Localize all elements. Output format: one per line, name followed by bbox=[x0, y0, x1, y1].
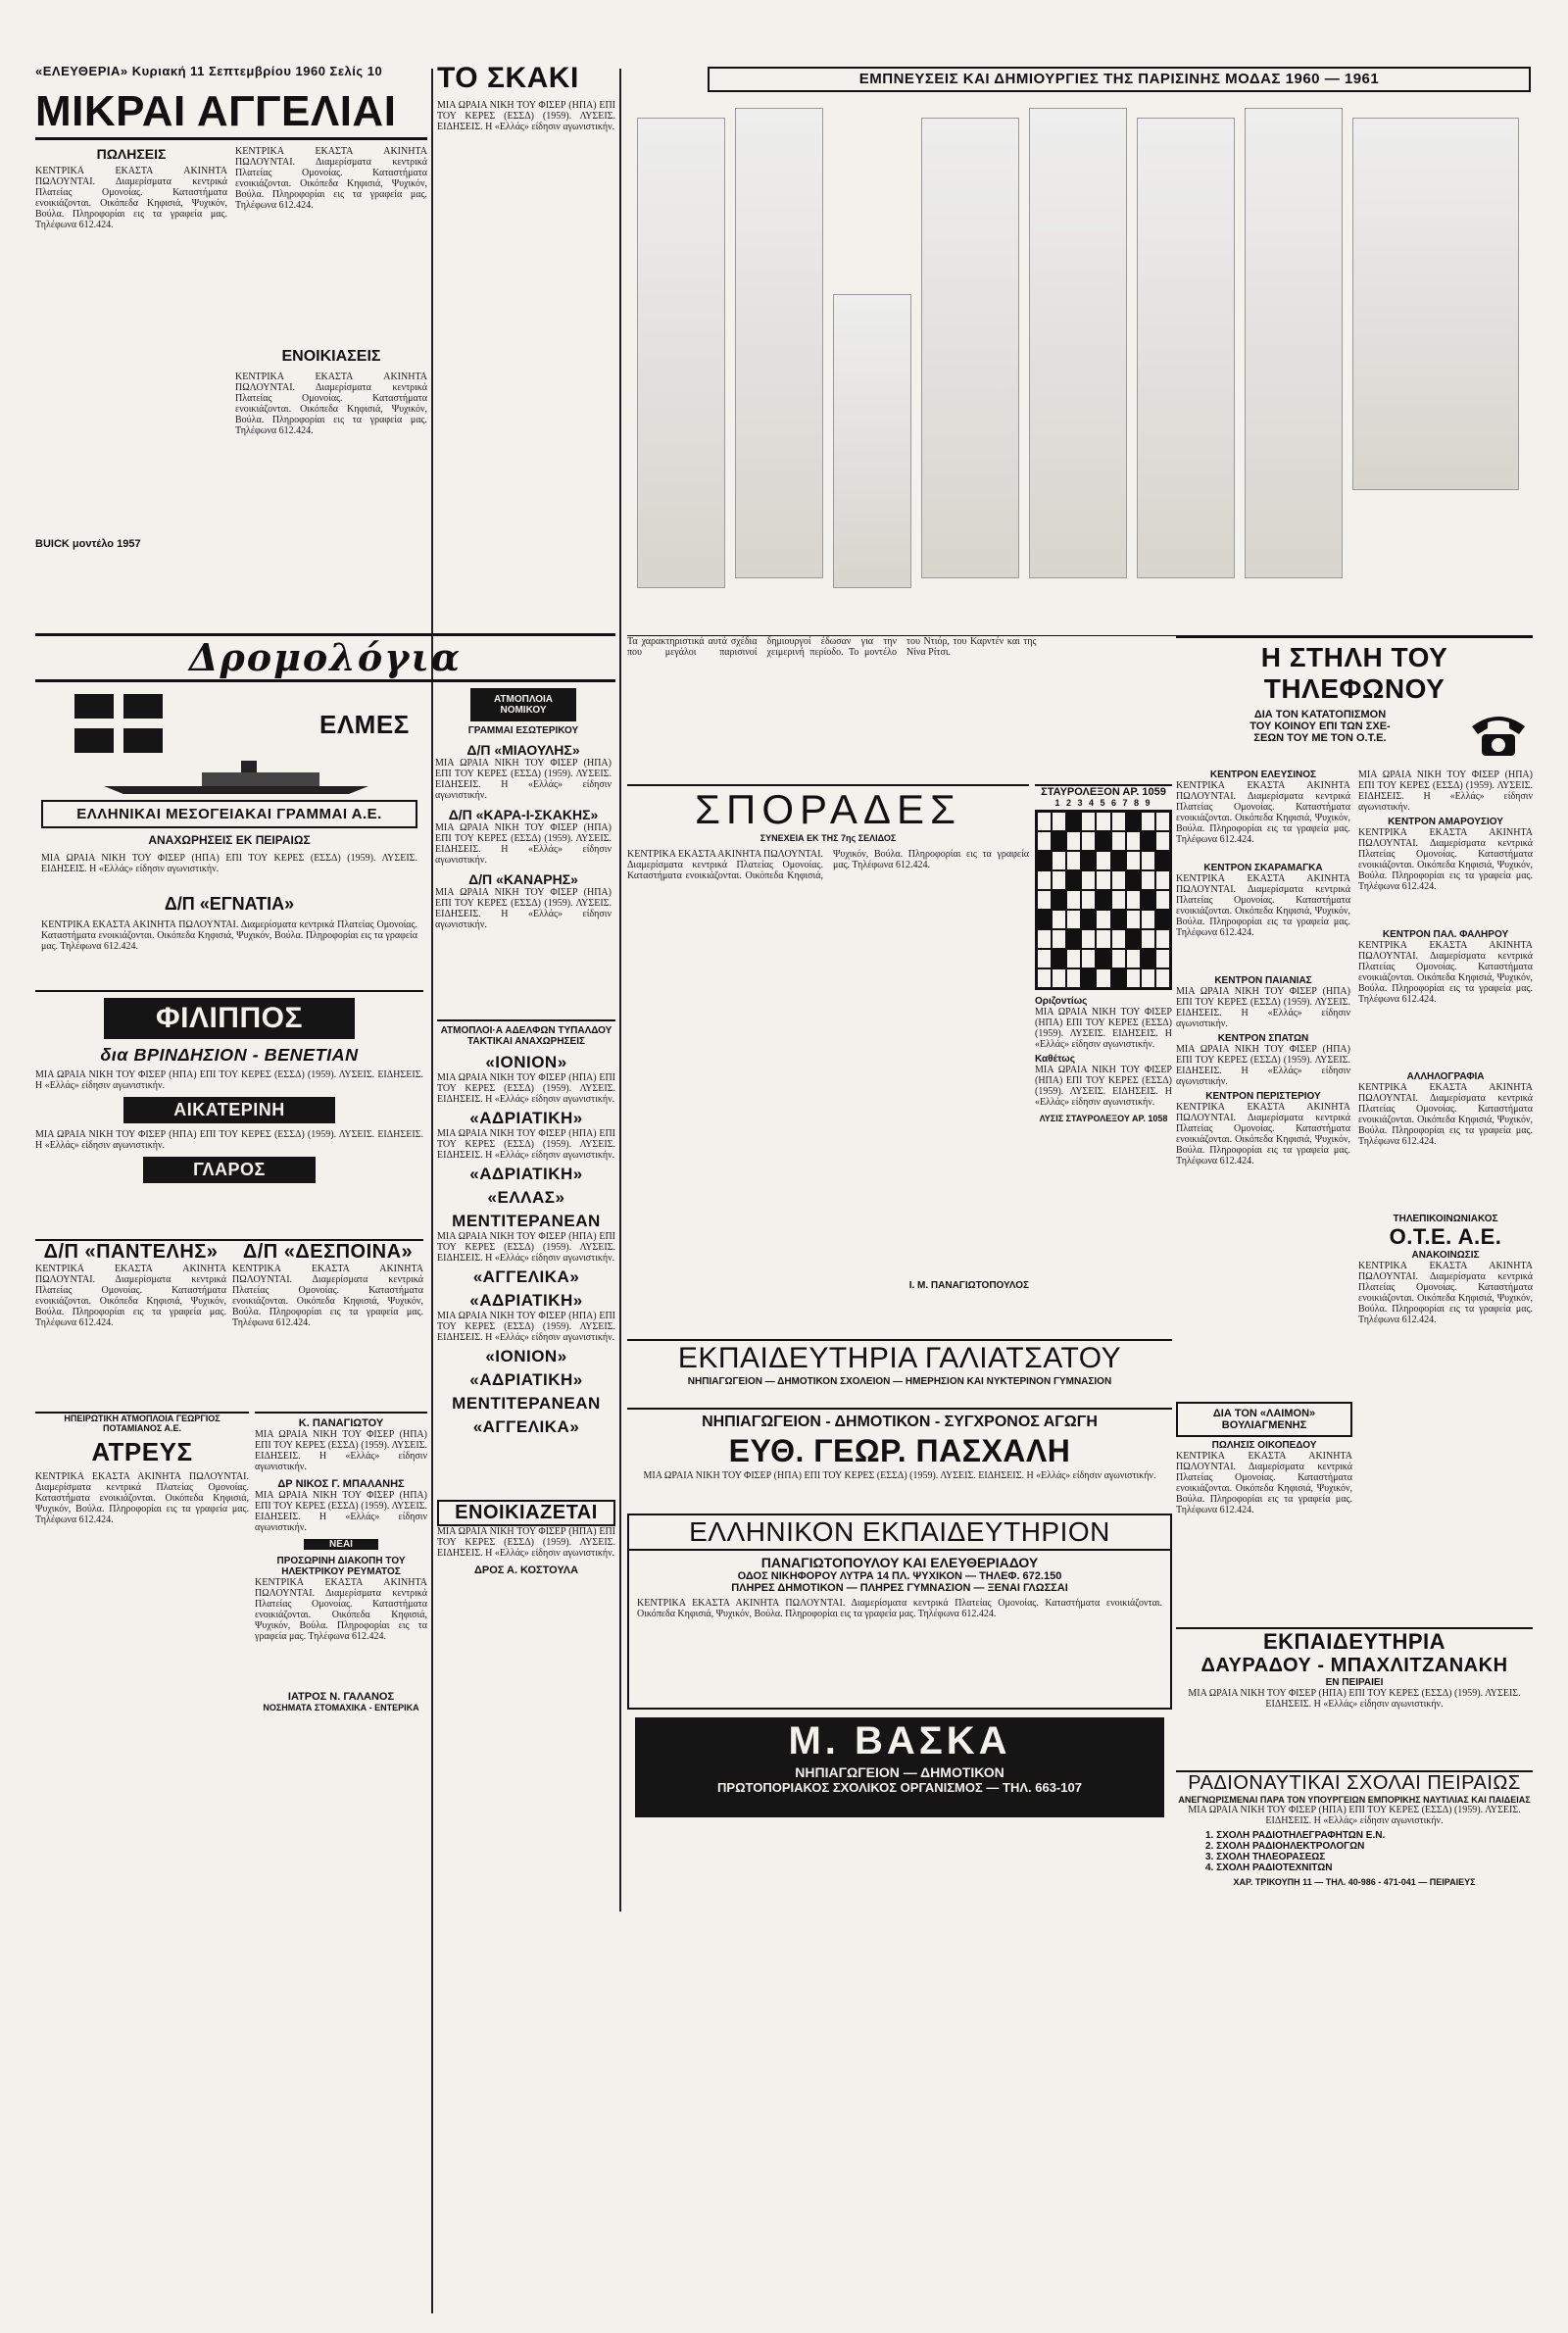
center-spaton: ΚΕΝΤΡΟΝ ΣΠΑΤΩΝ bbox=[1217, 1033, 1309, 1044]
chess-text: ΜΙΑ ΩΡΑΙΑ ΝΙΚΗ ΤΟΥ ΦΙΣΕΡ (ΗΠΑ) ΕΠΙ ΤΟΥ ΚΕΡΕΣ (ΕΣΣΔ) (1959). ΛΥΣΕΙΣ. ΕΙΔΗΣΕΙΣ. Η «Ελλάς» είδησιν αγωνιστικήν. bbox=[437, 100, 615, 132]
fashion-figure-4 bbox=[921, 118, 1019, 578]
center-amarousiou-text: ΚΕΝΤΡΙΚΑ ΕΚΑΣΤΑ ΑΚΙΝΗΤΑ ΠΩΛΟΥΝΤΑΙ. Διαμερίσματα κεντρικά Πλατείας Ομονοίας. Καταστήματα ενοικιάζονται. Οικόπεδα Κηφισιά, Ψυχικόν, Βούλα. Πληροφορίαι εις τα γραφεία μας. Τηλέφωνα 612.424. bbox=[1358, 827, 1533, 892]
elmes-departures: ΑΝΑΧΩΡΗΣΕΙΣ ΕΚ ΠΕΙΡΑΙΩΣ bbox=[148, 833, 311, 847]
vaska-sub: ΝΗΠΙΑΓΩΓΕΙΟΝ — ΔΗΜΟΤΙΚΟΝ bbox=[795, 1764, 1004, 1780]
radio-sub: ΑΝΕΓΝΩΡΙΣΜΕΝΑΙ ΠΑΡΑ ΤΟΝ ΥΠΟΥΡΓΕΙΩΝ ΕΜΠΟΡΙΚΗΣ ΝΑΥΤΙΛΙΑΣ ΚΑΙ ΠΑΙΔΕΙΑΣ bbox=[1178, 1795, 1531, 1805]
philippos-section bbox=[35, 990, 423, 1225]
telephone-sub-3: ΣΕΩΝ ΤΟΥ ΜΕ ΤΟΝ Ο.Τ.Ε. bbox=[1253, 732, 1387, 744]
typaldos-ship-1: «ΙΟΝΙΟΝ» bbox=[485, 1053, 567, 1071]
typaldos-ship-11: «ΑΓΓΕΛΙΚΑ» bbox=[472, 1417, 580, 1436]
typaldos-ship-7: «ΑΔΡΙΑΤΙΚΗ» bbox=[469, 1291, 583, 1310]
crossword-section bbox=[1035, 784, 1172, 1333]
fashion-text bbox=[627, 635, 1176, 772]
hellenikon-sub: ΠΑΝΑΓΙΩΤΟΠΟΥΛΟΥ ΚΑΙ ΕΛΕΥΘΕΡΙΑΔΟΥ bbox=[760, 1555, 1039, 1570]
ship-despoina: Δ/Π «ΔΕΣΠΟΙΝΑ» bbox=[242, 1241, 414, 1263]
doctor-galanos-sub: ΝΟΣΗΜΑΤΑ ΣΤΟΜΑΧΙΚΑ - ΕΝΤΕΡΙΚΑ bbox=[263, 1703, 419, 1713]
vaska-sub2: ΠΡΩΤΟΠΟΡΙΑΚΟΣ ΣΧΟΛΙΚΟΣ ΟΡΓΑΝΙΣΜΟΣ — ΤΗΛ. 663-107 bbox=[717, 1780, 1082, 1795]
routes-title: Δρομολόγια bbox=[189, 635, 462, 679]
sporades-body: ΚΕΝΤΡΙΚΑ ΕΚΑΣΤΑ ΑΚΙΝΗΤΑ ΠΩΛΟΥΝΤΑΙ. Διαμερίσματα κεντρικά Πλατείας Ομονοίας. Καταστήματα ενοικιάζονται. Οικόπεδα Κηφισιά, Ψυχικόν, Βούλα. Πληροφορίαι εις τα γραφεία μας. Τηλέφωνα 612.424. bbox=[627, 849, 1029, 881]
rent-heading: ΕΝΟΙΚΙΑΣΕΙΣ bbox=[281, 348, 381, 365]
radio-title: ΡΑΔΙΟΝΑΥΤΙΚΑΙ ΣΧΟΛΑΙ ΠΕΙΡΑΙΩΣ bbox=[1188, 1772, 1521, 1794]
telephone-icon bbox=[1464, 705, 1533, 764]
galiatsatos-title: ΕΚΠΑΙΔΕΥΤΗΡΙΑ ΓΑΛΙΑΤΣΑΤΟΥ bbox=[677, 1342, 1122, 1374]
typaldos-text-1: ΜΙΑ ΩΡΑΙΑ ΝΙΚΗ ΤΟΥ ΦΙΣΕΡ (ΗΠΑ) ΕΠΙ ΤΟΥ ΚΕΡΕΣ (ΕΣΣΔ) (1959). ΛΥΣΕΙΣ. ΕΙΔΗΣΕΙΣ. Η «Ελλάς» είδησιν αγωνιστικήν. bbox=[437, 1072, 615, 1105]
laimon-sub: ΠΩΛΗΣΙΣ ΟΙΚΟΠΕΔΟΥ bbox=[1211, 1440, 1317, 1451]
center-amarousiou: ΚΕΝΤΡΟΝ ΑΜΑΡΟΥΣΙΟΥ bbox=[1388, 817, 1503, 827]
hellenikon-addr: ΟΔΟΣ ΝΙΚΗΦΟΡΟΥ ΛΥΤΡΑ 14 ΠΛ. ΨΥΧΙΚΟΝ — ΤΗΛΕΦ. 672.150 bbox=[737, 1570, 1062, 1582]
center-pal-falirou-text: ΚΕΝΤΡΙΚΑ ΕΚΑΣΤΑ ΑΚΙΝΗΤΑ ΠΩΛΟΥΝΤΑΙ. Διαμερίσματα κεντρικά Πλατείας Ομονοίας. Καταστήματα ενοικιάζονται. Οικόπεδα Κηφισιά, Ψυχικόν, Βούλα. Πληροφορίαι εις τα γραφεία μας. Τηλέφωνα 612.424. bbox=[1358, 940, 1533, 1005]
hellenikon-text: ΚΕΝΤΡΙΚΑ ΕΚΑΣΤΑ ΑΚΙΝΗΤΑ ΠΩΛΟΥΝΤΑΙ. Διαμερίσματα κεντρικά Πλατείας Ομονοίας. Καταστήματα ενοικιάζονται. Οικόπεδα Κηφισιά, Ψυχικόν, Βούλα. Πληροφορίαι εις τα γραφεία μας. Τηλέφωνα 612.424. bbox=[637, 1598, 1162, 1619]
telephone-sub-1: ΔΙΑ ΤΟΝ ΚΑΤΑΤΟΠΙΣΜΟΝ bbox=[1253, 709, 1387, 720]
center-amarousiou-pre: ΜΙΑ ΩΡΑΙΑ ΝΙΚΗ ΤΟΥ ΦΙΣΕΡ (ΗΠΑ) ΕΠΙ ΤΟΥ ΚΕΡΕΣ (ΕΣΣΔ) (1959). ΛΥΣΕΙΣ. ΕΙΔΗΣΕΙΣ. Η «Ελλάς» είδησιν αγωνιστικήν. bbox=[1358, 769, 1533, 813]
typaldos-ship-6: «ΑΓΓΕΛΙΚΑ» bbox=[472, 1267, 580, 1286]
ote-text: ΚΕΝΤΡΙΚΑ ΕΚΑΣΤΑ ΑΚΙΝΗΤΑ ΠΩΛΟΥΝΤΑΙ. Διαμερίσματα κεντρικά Πλατείας Ομονοίας. Καταστήματα ενοικιάζονται. Οικόπεδα Κηφισιά, Ψυχικόν, Βούλα. Πληροφορίαι εις τα γραφεία μας. Τηλέφωνα 612.424. bbox=[1358, 1261, 1533, 1325]
doctor-galanos: ΙΑΤΡΟΣ Ν. ΓΑΛΑΝΟΣ bbox=[287, 1691, 395, 1703]
fashion-figure-1 bbox=[637, 118, 725, 588]
paschali-sub: ΝΗΠΙΑΓΩΓΕΙΟΝ - ΔΗΜΟΤΙΚΟΝ - ΣΥΓΧΡΟΝΟΣ ΑΓΩΓΗ bbox=[702, 1414, 1098, 1430]
fashion-figure-7 bbox=[1245, 108, 1343, 578]
ship-glaros: ΓΛΑΡΟΣ bbox=[143, 1157, 316, 1183]
panteles-text: ΚΕΝΤΡΙΚΑ ΕΚΑΣΤΑ ΑΚΙΝΗΤΑ ΠΩΛΟΥΝΤΑΙ. Διαμερίσματα κεντρικά Πλατείας Ομονοίας. Καταστήματα ενοικιάζονται. Οικόπεδα Κηφισιά, Ψυχικόν, Βούλα. Πληροφορίαι εις τα γραφεία μας. Τηλέφωνα 612.424. bbox=[35, 1264, 226, 1328]
kanaris-text: ΜΙΑ ΩΡΑΙΑ ΝΙΚΗ ΤΟΥ ΦΙΣΕΡ (ΗΠΑ) ΕΠΙ ΤΟΥ ΚΕΡΕΣ (ΕΣΣΔ) (1959). ΛΥΣΕΙΣ. ΕΙΔΗΣΕΙΣ. Η «Ελλάς» είδησιν αγωνιστικήν. bbox=[435, 887, 612, 930]
typaldos-ship-9: «ΑΔΡΙΑΤΙΚΗ» bbox=[469, 1370, 583, 1389]
enoikiazetai-section bbox=[437, 1500, 615, 1647]
miaoulis-text: ΜΙΑ ΩΡΑΙΑ ΝΙΚΗ ΤΟΥ ΦΙΣΕΡ (ΗΠΑ) ΕΠΙ ΤΟΥ ΚΕΡΕΣ (ΕΣΣΔ) (1959). ΛΥΣΕΙΣ. ΕΙΔΗΣΕΙΣ. Η «Ελλάς» είδησιν αγωνιστικήν. bbox=[435, 758, 612, 801]
center-paianias: ΚΕΝΤΡΟΝ ΠΑΙΑΝΙΑΣ bbox=[1214, 975, 1312, 986]
daurados-title: ΕΚΠΑΙΔΕΥΤΗΡΙΑ bbox=[1262, 1629, 1446, 1654]
daurados-sub: ΕΝ ΠΕΙΡΑΙΕΙ bbox=[1325, 1677, 1384, 1688]
correspondence-text: ΚΕΝΤΡΙΚΑ ΕΚΑΣΤΑ ΑΚΙΝΗΤΑ ΠΩΛΟΥΝΤΑΙ. Διαμερίσματα κεντρικά Πλατείας Ομονοίας. Καταστήματα ενοικιάζονται. Οικόπεδα Κηφισιά, Ψυχικόν, Βούλα. Πληροφορίαι εις τα γραφεία μας. Τηλέφωνα 612.424. bbox=[1358, 1082, 1533, 1147]
elmes-logo: ΕΛΜΕΣ bbox=[319, 710, 410, 739]
crossword-grid bbox=[1035, 810, 1172, 990]
architect-ad: ΔΡΟΣ Α. ΚΟΣΤΟΥΛΑ bbox=[473, 1564, 579, 1576]
center-skaramanga: ΚΕΝΤΡΟΝ ΣΚΑΡΑΜΑΓΚΑ bbox=[1203, 863, 1323, 873]
radio-box bbox=[1176, 1770, 1533, 1927]
egnatia-text: ΚΕΝΤΡΙΚΑ ΕΚΑΣΤΑ ΑΚΙΝΗΤΑ ΠΩΛΟΥΝΤΑΙ. Διαμερίσματα κεντρικά Πλατείας Ομονοίας. Καταστήματα ενοικιάζονται. Οικόπεδα Κηφισιά, Ψυχικόν, Βούλα. Πληροφορίαι εις τα γραφεία μας. Τηλέφωνα 612.424. bbox=[41, 919, 417, 952]
crossword-clues-down: ΜΙΑ ΩΡΑΙΑ ΝΙΚΗ ΤΟΥ ΦΙΣΕΡ (ΗΠΑ) ΕΠΙ ΤΟΥ ΚΕΡΕΣ (ΕΣΣΔ) (1959). ΛΥΣΕΙΣ. ΕΙΔΗΣΕΙΣ. Η «Ελλάς» είδησιν αγωνιστικήν. bbox=[1035, 1065, 1172, 1108]
atreus-text: ΚΕΝΤΡΙΚΑ ΕΚΑΣΤΑ ΑΚΙΝΗΤΑ ΠΩΛΟΥΝΤΑΙ. Διαμερίσματα κεντρικά Πλατείας Ομονοίας. Καταστήματα ενοικιάζονται. Οικόπεδα Κηφισιά, Ψυχικόν, Βούλα. Πληροφορίαι εις τα γραφεία μας. Τηλέφωνα 612.424. bbox=[35, 1471, 249, 1525]
enoikiazetai-text: ΜΙΑ ΩΡΑΙΑ ΝΙΚΗ ΤΟΥ ΦΙΣΕΡ (ΗΠΑ) ΕΠΙ ΤΟΥ ΚΕΡΕΣ (ΕΣΣΔ) (1959). ΛΥΣΕΙΣ. ΕΙΔΗΣΕΙΣ. Η «Ελλάς» είδησιν αγωνιστικήν. bbox=[437, 1526, 615, 1559]
daurados-box bbox=[1176, 1627, 1533, 1764]
crossword-down: Καθέτως bbox=[1035, 1054, 1075, 1065]
paschali-title: ΕΥΘ. ΓΕΩΡ. ΠΑΣΧΑΛΗ bbox=[728, 1433, 1071, 1468]
galiatsatos-box bbox=[627, 1339, 1172, 1402]
philippos-text: ΜΙΑ ΩΡΑΙΑ ΝΙΚΗ ΤΟΥ ΦΙΣΕΡ (ΗΠΑ) ΕΠΙ ΤΟΥ ΚΕΡΕΣ (ΕΣΣΔ) (1959). ΛΥΣΕΙΣ. ΕΙΔΗΣΕΙΣ. Η «Ελλάς» είδησιν αγωνιστικήν. bbox=[35, 1069, 423, 1091]
typaldos-text-5: ΜΙΑ ΩΡΑΙΑ ΝΙΚΗ ΤΟΥ ΦΙΣΕΡ (ΗΠΑ) ΕΠΙ ΤΟΥ ΚΕΡΕΣ (ΕΣΣΔ) (1959). ΛΥΣΕΙΣ. ΕΙΔΗΣΕΙΣ. Η «Ελλάς» είδησιν αγωνιστικήν. bbox=[437, 1231, 615, 1264]
nomikos-logo: ΑΤΜΟΠΛΟΙΑ ΝΟΜΙΚΟΥ bbox=[470, 688, 576, 721]
center-skaramanga-text: ΚΕΝΤΡΙΚΑ ΕΚΑΣΤΑ ΑΚΙΝΗΤΑ ΠΩΛΟΥΝΤΑΙ. Διαμερίσματα κεντρικά Πλατείας Ομονοίας. Καταστήματα ενοικιάζονται. Οικόπεδα Κηφισιά, Ψυχικόν, Βούλα. Πληροφορίαι εις τα γραφεία μας. Τηλέφωνα 612.424. bbox=[1176, 873, 1350, 938]
chess-section bbox=[437, 61, 615, 629]
radio-list-item: 2. ΣΧΟΛΗ ΡΑΔΙΟΗΛΕΚΤΡΟΛΟΓΩΝ bbox=[1205, 1841, 1365, 1852]
paschali-box bbox=[627, 1408, 1172, 1506]
typaldos-text-2: ΜΙΑ ΩΡΑΙΑ ΝΙΚΗ ΤΟΥ ΦΙΣΕΡ (ΗΠΑ) ΕΠΙ ΤΟΥ ΚΕΡΕΣ (ΕΣΣΔ) (1959). ΛΥΣΕΙΣ. ΕΙΔΗΣΕΙΣ. Η «Ελλάς» είδησιν αγωνιστικήν. bbox=[437, 1128, 615, 1161]
ship-silhouette-icon bbox=[94, 757, 388, 796]
karaiskakis-text: ΜΙΑ ΩΡΑΙΑ ΝΙΚΗ ΤΟΥ ΦΙΣΕΡ (ΗΠΑ) ΕΠΙ ΤΟΥ ΚΕΡΕΣ (ΕΣΣΔ) (1959). ΛΥΣΕΙΣ. ΕΙΔΗΣΕΙΣ. Η «Ελλάς» είδησιν αγωνιστικήν. bbox=[435, 822, 612, 866]
sporades-title: ΣΠΟΡΑΔΕΣ bbox=[695, 786, 961, 832]
typaldos-ship-5: ΜΕΝΤΙΤΕΡΑΝΕΑΝ bbox=[452, 1212, 601, 1230]
radio-list-item: 3. ΣΧΟΛΗ ΤΗΛΕΟΡΑΣΕΩΣ bbox=[1205, 1852, 1326, 1862]
masthead-date: «ΕΛΕΥΘΕΡΙΑ» Κυριακή 11 Σεπτεμβρίου 1960 Σελίς 10 bbox=[35, 64, 383, 78]
telephone-title: Η ΣΤΗΛΗ ΤΟΥ ΤΗΛΕΦΩΝΟΥ bbox=[1176, 635, 1533, 705]
ote-title: Ο.Τ.Ε. Α.Ε. bbox=[1389, 1224, 1502, 1249]
daurados-text: ΜΙΑ ΩΡΑΙΑ ΝΙΚΗ ΤΟΥ ΦΙΣΕΡ (ΗΠΑ) ΕΠΙ ΤΟΥ ΚΕΡΕΣ (ΕΣΣΔ) (1959). ΛΥΣΕΙΣ. ΕΙΔΗΣΕΙΣ. Η «Ελλάς» είδησιν αγωνιστικήν. bbox=[1188, 1688, 1521, 1710]
flag-cross-icon bbox=[74, 694, 163, 753]
sporades-section bbox=[627, 784, 1029, 1333]
radio-list-item: 4. ΣΧΟΛΗ ΡΑΔΙΟΤΕΧΝΙΤΩΝ bbox=[1205, 1862, 1333, 1873]
misc-left bbox=[255, 1412, 427, 1794]
ship-kanaris: Δ/Π «ΚΑΝΑΡΗΣ» bbox=[468, 871, 578, 887]
fashion-title-bar bbox=[708, 67, 1531, 92]
sale-heading: ΠΩΛΗΣΕΙΣ bbox=[96, 146, 167, 162]
elmes-flag bbox=[74, 694, 163, 753]
classifieds-section bbox=[35, 86, 427, 616]
center-elefsinos: ΚΕΝΤΡΟΝ ΕΛΕΥΣΙΝΟΣ bbox=[1209, 769, 1317, 780]
elmes-box bbox=[35, 688, 423, 982]
radio-addr: ΧΑΡ. ΤΡΙΚΟΥΠΗ 11 — ΤΗΛ. 40-986 - 471-041 — ΠΕΙΡΑΙΕΥΣ bbox=[1233, 1877, 1476, 1887]
laimon-ad: ΔΙΑ ΤΟΝ «ΛΑΙΜΟΝ» ΒΟΥΛΙΑΓΜΕΝΗΣ bbox=[1176, 1402, 1352, 1437]
sporades-sub: ΣΥΝΕΧΕΙΑ ΕΚ ΤΗΣ 7ης ΣΕΛΙΔΟΣ bbox=[760, 833, 897, 843]
center-elefsinos-text: ΚΕΝΤΡΙΚΑ ΕΚΑΣΤΑ ΑΚΙΝΗΤΑ ΠΩΛΟΥΝΤΑΙ. Διαμερίσματα κεντρικά Πλατείας Ομονοίας. Καταστήματα ενοικιάζονται. Οικόπεδα Κηφισιά, Ψυχικόν, Βούλα. Πληροφορίαι εις τα γραφεία μας. Τηλέφωνα 612.424. bbox=[1176, 780, 1350, 845]
chess-title: ΤΟ ΣΚΑΚΙ bbox=[437, 62, 579, 94]
sale-text: ΚΕΝΤΡΙΚΑ ΕΚΑΣΤΑ ΑΚΙΝΗΤΑ ΠΩΛΟΥΝΤΑΙ. Διαμερίσματα κεντρικά Πλατείας Ομονοίας. Καταστήματα ενοικιάζονται. Οικόπεδα Κηφισιά, Ψυχικόν, Βούλα. Πληροφορίαι εις τα γραφεία μας. Τηλέφωνα 612.424. bbox=[35, 166, 227, 230]
elmes-schedule: ΜΙΑ ΩΡΑΙΑ ΝΙΚΗ ΤΟΥ ΦΙΣΕΡ (ΗΠΑ) ΕΠΙ ΤΟΥ ΚΕΡΕΣ (ΕΣΣΔ) (1959). ΛΥΣΕΙΣ. ΕΙΔΗΣΕΙΣ. Η «Ελλάς» είδησιν αγωνιστικήν. bbox=[41, 853, 417, 874]
center-peristeriou: ΚΕΝΤΡΟΝ ΠΕΡΙΣΤΕΡΙΟΥ bbox=[1205, 1091, 1321, 1102]
philippos-title: ΦΙΛΙΠΠΟΣ bbox=[104, 998, 355, 1039]
galiatsatos-sub: ΝΗΠΙΑΓΩΓΕΙΟΝ — ΔΗΜΟΤΙΚΟΝ ΣΧΟΛΕΙΟΝ — ΗΜΕΡΗΣΙΟΝ ΚΑΙ ΝΥΚΤΕΡΙΝΟΝ ΓΥΜΝΑΣΙΟΝ bbox=[687, 1376, 1112, 1387]
center-paianias-text: ΜΙΑ ΩΡΑΙΑ ΝΙΚΗ ΤΟΥ ΦΙΣΕΡ (ΗΠΑ) ΕΠΙ ΤΟΥ ΚΕΡΕΣ (ΕΣΣΔ) (1959). ΛΥΣΕΙΣ. ΕΙΔΗΣΕΙΣ. Η «Ελλάς» είδησιν αγωνιστικήν. bbox=[1176, 986, 1350, 1029]
center-peristeriou-text: ΚΕΝΤΡΙΚΑ ΕΚΑΣΤΑ ΑΚΙΝΗΤΑ ΠΩΛΟΥΝΤΑΙ. Διαμερίσματα κεντρικά Πλατείας Ομονοίας. Καταστήματα ενοικιάζονται. Οικόπεδα Κηφισιά, Ψυχικόν, Βούλα. Πληροφορίαι εις τα γραφεία μας. Τηλέφωνα 612.424. bbox=[1176, 1102, 1350, 1166]
typaldos-ship-3: «ΑΔΡΙΑΤΙΚΗ» bbox=[469, 1165, 583, 1183]
laimon-text: ΚΕΝΤΡΙΚΑ ΕΚΑΣΤΑ ΑΚΙΝΗΤΑ ΠΩΛΟΥΝΤΑΙ. Διαμερίσματα κεντρικά Πλατείας Ομονοίας. Καταστήματα ενοικιάζονται. Οικόπεδα Κηφισιά, Ψυχικόν, Βούλα. Πληροφορίαι εις τα γραφεία μας. Τηλέφωνα 612.424. bbox=[1176, 1451, 1352, 1515]
vaska-title: Μ. ΒΑΣΚΑ bbox=[788, 1719, 1011, 1762]
fashion-body: Τα χαρακτηριστικά αυτά σχέδια που μεγάλοι παρισινοί δημιουργοί έδωσαν για την χειμερινή περίοδο. Το μοντέλο του Ντιόρ, του Καρντέν και της Νίνα Ρίτσι. bbox=[627, 636, 1037, 658]
despoina-text: ΚΕΝΤΡΙΚΑ ΕΚΑΣΤΑ ΑΚΙΝΗΤΑ ΠΩΛΟΥΝΤΑΙ. Διαμερίσματα κεντρικά Πλατείας Ομονοίας. Καταστήματα ενοικιάζονται. Οικόπεδα Κηφισιά, Ψυχικόν, Βούλα. Πληροφορίαι εις τα γραφεία μας. Τηλέφωνα 612.424. bbox=[232, 1264, 423, 1328]
daurados-title2: ΔΑΥΡΑΔΟΥ - ΜΠΑΧΛΙΤΖΑΝΑΚΗ bbox=[1200, 1655, 1508, 1676]
hellenikon-title: ΕΛΛΗΝΙΚΟΝ ΕΚΠΑΙΔΕΥΤΗΡΙΟΝ bbox=[629, 1515, 1170, 1551]
rent-text-b: ΚΕΝΤΡΙΚΑ ΕΚΑΣΤΑ ΑΚΙΝΗΤΑ ΠΩΛΟΥΝΤΑΙ. Διαμερίσματα κεντρικά Πλατείας Ομονοίας. Καταστήματα ενοικιάζονται. Οικόπεδα Κηφισιά, Ψυχικόν, Βούλα. Πληροφορίαι εις τα γραφεία μας. Τηλέφωνα 612.424. bbox=[235, 372, 427, 436]
hellenikon-box bbox=[627, 1514, 1172, 1710]
correspondence-heading: ΑΛΛΗΛΟΓΡΑΦΙΑ bbox=[1406, 1071, 1485, 1082]
current-notice: ΠΡΟΣΩΡΙΝΗ ΔΙΑΚΟΠΗ ΤΟΥ ΗΛΕΚΤΡΙΚΟΥ ΡΕΥΜΑΤΟΣ bbox=[276, 1556, 406, 1577]
atreus-sub: ΗΠΕΙΡΩΤΙΚΗ ΑΤΜΟΠΛΟΙΑ ΓΕΩΡΓΙΟΣ ΠΟΤΑΜΙΑΝΟΣ Α.Ε. bbox=[64, 1414, 220, 1433]
current-text: ΚΕΝΤΡΙΚΑ ΕΚΑΣΤΑ ΑΚΙΝΗΤΑ ΠΩΛΟΥΝΤΑΙ. Διαμερίσματα κεντρικά Πλατείας Ομονοίας. Καταστήματα ενοικιάζονται. Οικόπεδα Κηφισιά, Ψυχικόν, Βούλα. Πληροφορίαι εις τα γραφεία μας. Τηλέφωνα 612.424. bbox=[255, 1577, 427, 1642]
ote-sub: ΑΝΑΚΟΙΝΩΣΙΣ bbox=[1411, 1250, 1480, 1261]
typaldos-ship-2: «ΑΔΡΙΑΤΙΚΗ» bbox=[469, 1109, 583, 1127]
center-spaton-text: ΜΙΑ ΩΡΑΙΑ ΝΙΚΗ ΤΟΥ ΦΙΣΕΡ (ΗΠΑ) ΕΠΙ ΤΟΥ ΚΕΡΕΣ (ΕΣΣΔ) (1959). ΛΥΣΕΙΣ. ΕΙΔΗΣΕΙΣ. Η «Ελλάς» είδησιν αγωνιστικήν. bbox=[1176, 1044, 1350, 1087]
fashion-illustrations bbox=[627, 98, 1529, 627]
rent-text-a: ΚΕΝΤΡΙΚΑ ΕΚΑΣΤΑ ΑΚΙΝΗΤΑ ΠΩΛΟΥΝΤΑΙ. Διαμερίσματα κεντρικά Πλατείας Ομονοίας. Καταστήματα ενοικιάζονται. Οικόπεδα Κηφισιά, Ψυχικόν, Βούλα. Πληροφορίαι εις τα γραφεία μας. Τηλέφωνα 612.424. bbox=[235, 146, 427, 211]
nomikos-section bbox=[431, 688, 615, 1012]
masthead bbox=[35, 61, 427, 82]
fashion-figure-2 bbox=[735, 108, 823, 578]
fashion-figure-6 bbox=[1137, 118, 1235, 578]
fashion-figure-3 bbox=[833, 294, 911, 588]
crossword-clues-across: ΜΙΑ ΩΡΑΙΑ ΝΙΚΗ ΤΟΥ ΦΙΣΕΡ (ΗΠΑ) ΕΠΙ ΤΟΥ ΚΕΡΕΣ (ΕΣΣΔ) (1959). ΛΥΣΕΙΣ. ΕΙΔΗΣΕΙΣ. Η «Ελλάς» είδησιν αγωνιστικήν. bbox=[1035, 1007, 1172, 1050]
doctor-panagiotou: Κ. ΠΑΝΑΓΙΩΤΟΥ bbox=[298, 1417, 384, 1429]
vaska-box bbox=[635, 1717, 1164, 1817]
small-ads-middle bbox=[1176, 1402, 1352, 1617]
telecom-heading: ΤΗΛΕΠΙΚΟΙΝΩΝΙΑΚΟΣ bbox=[1393, 1214, 1498, 1224]
classifieds-title: ΜΙΚΡΑΙ ΑΓΓΕΛΙΑΙ bbox=[35, 86, 427, 140]
crossword-cols: 1 2 3 4 5 6 7 8 9 bbox=[1054, 798, 1152, 808]
nomikos-line: ΓΡΑΜΜΑΙ ΕΣΩΤΕΡΙΚΟΥ bbox=[467, 725, 579, 736]
ship-egnatia: Δ/Π «ΕΓΝΑΤΙΑ» bbox=[164, 894, 295, 914]
radio-list bbox=[1205, 1830, 1503, 1873]
typaldos-text-7: ΜΙΑ ΩΡΑΙΑ ΝΙΚΗ ΤΟΥ ΦΙΣΕΡ (ΗΠΑ) ΕΠΙ ΤΟΥ ΚΕΡΕΣ (ΕΣΣΔ) (1959). ΛΥΣΕΙΣ. ΕΙΔΗΣΕΙΣ. Η «Ελλάς» είδησιν αγωνιστικήν. bbox=[437, 1311, 615, 1343]
atreus-section bbox=[35, 1412, 249, 1784]
ship-atreus: ΑΤΡΕΥΣ bbox=[91, 1437, 193, 1466]
typaldos-sub: ΤΑΚΤΙΚΑΙ ΑΝΑΧΩΡΗΣΕΙΣ bbox=[466, 1036, 586, 1047]
routes-banner bbox=[35, 633, 615, 682]
column-rule bbox=[619, 69, 621, 1911]
enoikiazetai-title: ΕΝΟΙΚΙΑΖΕΤΑΙ bbox=[437, 1500, 615, 1526]
typaldos-ship-10: ΜΕΝΤΙΤΕΡΑΝΕΑΝ bbox=[452, 1394, 601, 1413]
crossword-across: Οριζοντίως bbox=[1035, 996, 1088, 1007]
elmes-name: ΕΛΛΗΝΙΚΑΙ ΜΕΣΟΓΕΙΑΚΑΙ ΓΡΑΜΜΑΙ Α.Ε. bbox=[41, 800, 417, 828]
new-label: ΝΕΑΙ bbox=[304, 1539, 378, 1550]
typaldos-ship-8: «ΙΟΝΙΟΝ» bbox=[485, 1347, 567, 1365]
fashion-figure-5 bbox=[1029, 108, 1127, 578]
aikaterini-text: ΜΙΑ ΩΡΑΙΑ ΝΙΚΗ ΤΟΥ ΦΙΣΕΡ (ΗΠΑ) ΕΠΙ ΤΟΥ ΚΕΡΕΣ (ΕΣΣΔ) (1959). ΛΥΣΕΙΣ. ΕΙΔΗΣΕΙΣ. Η «Ελλάς» είδησιν αγωνιστικήν. bbox=[35, 1129, 423, 1151]
crossword-title: ΣΤΑΥΡΟΛΕΞΟΝ ΑΡ. 1059 bbox=[1041, 786, 1166, 798]
ship-panteles: Δ/Π «ΠΑΝΤΕΛΗΣ» bbox=[43, 1241, 219, 1263]
doctor-panagiotou-text: ΜΙΑ ΩΡΑΙΑ ΝΙΚΗ ΤΟΥ ΦΙΣΕΡ (ΗΠΑ) ΕΠΙ ΤΟΥ ΚΕΡΕΣ (ΕΣΣΔ) (1959). ΛΥΣΕΙΣ. ΕΙΔΗΣΕΙΣ. Η «Ελλάς» είδησιν αγωνιστικήν. bbox=[255, 1429, 427, 1472]
typaldos-title: ΑΤΜΟΠΛΟΙ·Α ΑΔΕΛΦΩΝ ΤΥΠΑΛΔΟΥ bbox=[440, 1025, 612, 1036]
ship-karaiskakis: Δ/Π «ΚΑΡΑ-Ι-ΣΚΑΚΗΣ» bbox=[448, 807, 599, 822]
ship-miaoulis: Δ/Π «ΜΙΑΟΥΛΗΣ» bbox=[466, 742, 580, 758]
center-pal-falirou: ΚΕΝΤΡΟΝ ΠΑΛ. ΦΑΛΗΡΟΥ bbox=[1382, 929, 1509, 940]
fashion-figure-8 bbox=[1352, 118, 1519, 490]
telephone-sub-2: ΤΟΥ ΚΟΙΝΟΥ ΕΠΙ ΤΩΝ ΣΧΕ- bbox=[1250, 720, 1391, 732]
ship-aikaterini: ΑΙΚΑΤΕΡΙΝΗ bbox=[123, 1097, 335, 1123]
paschali-text: ΜΙΑ ΩΡΑΙΑ ΝΙΚΗ ΤΟΥ ΦΙΣΕΡ (ΗΠΑ) ΕΠΙ ΤΟΥ ΚΕΡΕΣ (ΕΣΣΔ) (1959). ΛΥΣΕΙΣ. ΕΙΔΗΣΕΙΣ. Η «Ελλάς» είδησιν αγωνιστικήν. bbox=[643, 1470, 1156, 1481]
philippos-sub: δια ΒΡΙΝΔΗΣΙΟΝ - ΒΕΝΕΤΙΑΝ bbox=[100, 1045, 359, 1065]
typaldos-ship-4: «ΕΛΛΑΣ» bbox=[487, 1188, 565, 1207]
radio-list-item: 1. ΣΧΟΛΗ ΡΑΔΙΟΤΗΛΕΓΡΑΦΗΤΩΝ Ε.Ν. bbox=[1205, 1830, 1386, 1841]
radio-text: ΜΙΑ ΩΡΑΙΑ ΝΙΚΗ ΤΟΥ ΦΙΣΕΡ (ΗΠΑ) ΕΠΙ ΤΟΥ ΚΕΡΕΣ (ΕΣΣΔ) (1959). ΛΥΣΕΙΣ. ΕΙΔΗΣΕΙΣ. Η «Ελλάς» είδησιν αγωνιστικήν. bbox=[1188, 1805, 1521, 1826]
column-rule bbox=[431, 69, 433, 2313]
crossword-solution: ΛΥΣΙΣ ΣΤΑΥΡΟΛΕΞΟΥ ΑΡ. 1058 bbox=[1039, 1114, 1168, 1123]
buick-ad: BUICK μοντέλο 1957 bbox=[35, 538, 141, 550]
doctor-balanis-text: ΜΙΑ ΩΡΑΙΑ ΝΙΚΗ ΤΟΥ ΦΙΣΕΡ (ΗΠΑ) ΕΠΙ ΤΟΥ ΚΕΡΕΣ (ΕΣΣΔ) (1959). ΛΥΣΕΙΣ. ΕΙΔΗΣΕΙΣ. Η «Ελλάς» είδησιν αγωνιστικήν. bbox=[255, 1490, 427, 1533]
panteles-despoina bbox=[35, 1239, 423, 1396]
doctor-balanis: ΔΡ ΝΙΚΟΣ Γ. ΜΠΑΛΑΝΗΣ bbox=[277, 1478, 405, 1490]
sporades-author: Ι. Μ. ΠΑΝΑΓΙΩΤΟΠΟΥΛΟΣ bbox=[908, 1280, 1029, 1291]
fashion-title: ΕΜΠΝΕΥΣΕΙΣ ΚΑΙ ΔΗΜΙΟΥΡΓΙΕΣ ΤΗΣ ΠΑΡΙΣΙΝΗΣ ΜΟΔΑΣ 1960 — 1961 bbox=[858, 71, 1380, 87]
hellenikon-courses: ΠΛΗΡΕΣ ΔΗΜΟΤΙΚΟΝ — ΠΛΗΡΕΣ ΓΥΜΝΑΣΙΟΝ — ΞΕΝΑΙ ΓΛΩΣΣΑΙ bbox=[731, 1582, 1068, 1594]
